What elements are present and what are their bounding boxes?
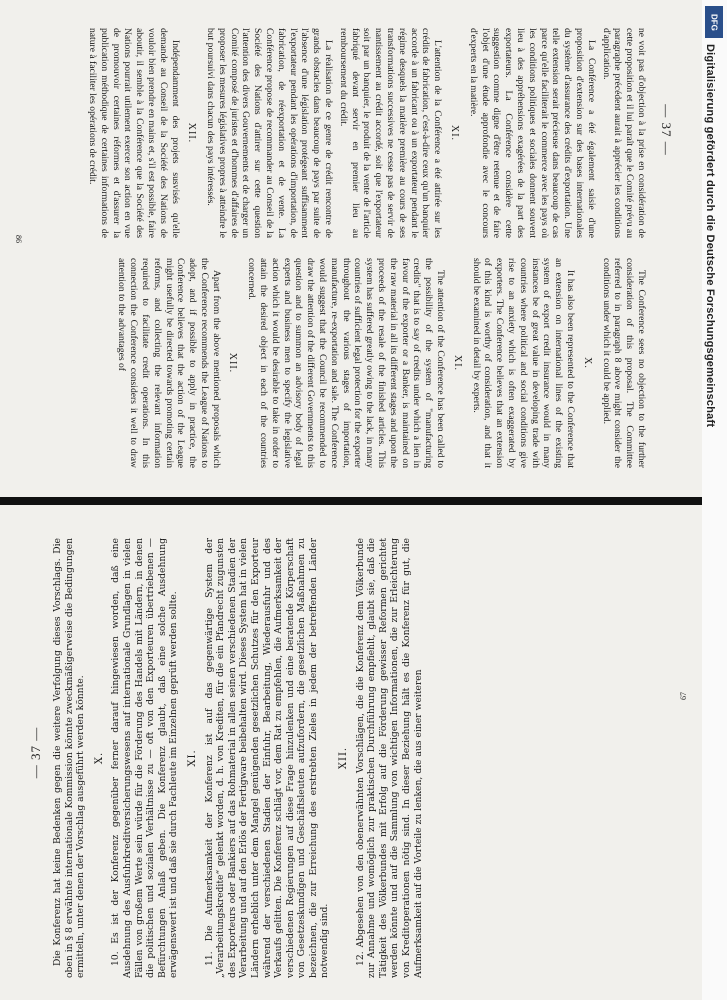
german-section-heading: XII. (338, 746, 350, 770)
digitization-credit-text: Digitalisierung gefördert durch die Deutsche Forschungsgemeinschaft (704, 44, 716, 428)
french-section-heading: XI. (449, 124, 461, 142)
english-section-heading: XII. (227, 352, 239, 374)
french-paragraph: L'attention de la Conférence a été attirée sur les crédits de fabrication, c'est-à-dire ceux qu'un banquier accorde à un fabricant ou à un exportateur pendant le régime desquels la matière première au cours de ses transformations successives ne cesse pas de servir de nantissement au crédit accordé, soit que l'exportateur soit par un banquier, le produit de la vente de l'article fabriqué devant servir en premier lieu au remboursement du crédit. (337, 28, 444, 238)
french-page-header: — 37 — (659, 104, 674, 156)
english-paragraph: Apart from the above mentioned proposals which the Conference recommends the League of Nations to adopt, and if possible to apply in practice, the Conference believes that the action of the League might usefully be directed towards promoting certain reforms, and collecting the relevant information required to facilitate credit operations. In this connection the Conference considers it well to draw attention to the advantages of (116, 258, 222, 468)
german-paragraph: 12. Abgesehen von den obenerwähnten Vorschlägen, die die Konferenz dem Völkerbunde zur Annahme und womöglich zur praktischen Durchführung empfiehlt, glaubt sie, daß die Tätigkeit des Völkerbundes mit Erfolg auf die Förderung gewisser Reformen gerichtet werden könnte und auf die Sammlung von wichtigen Informationen, die zur Erleichterung von Kreditoperationen nötig sind. In dieser Beziehung hält es die Konferenz für gut, die Aufmerksamkeit auf die Vorteile zu lenken, die aus einer weiteren (354, 538, 424, 978)
french-paragraph: Indépendamment des projets susvisés qu'elle demande au Conseil de la Société des Nations de vouloir bien prendre en mains et, s'il est possible, faire aboutir, il semble à la Conférence que la Société des Nations pourrait utilement exercer son action en vue de promouvoir certaines réformes et d'assurer la publication méthodique de certaines informations de nature à faciliter les opérations de crédit. (86, 28, 181, 238)
french-page-number: 86 (14, 235, 23, 243)
english-section-heading: XI. (451, 354, 463, 372)
german-section-heading: X. (93, 751, 105, 765)
digitization-credit-strip (702, 0, 727, 1000)
english-paragraph: It has also been represented to the Conference that an extension on international lines of the existing system of export credit insurance would in many instances be of great value in developing trade with countries where political and social conditions give rise to an anxiety which is often exaggerated by exporters. The Conference believes that an extension of this kind is worthy of consideration, and that it should be examined in detail by experts. (470, 258, 577, 468)
english-section-heading: X. (581, 357, 593, 369)
french-paragraph: La réalisation de ce genre de crédit rencontre de grands obstacles dans beaucoup de pays par suite de l'absence d'une législation protégeant suffisamment l'exportateur pendant les opérations d'importation, de fabrication, de réexportation et de vente. La Conférence propose de recommander au Conseil de la Société des Nations d'attirer sur cette question l'attention des divers Gouvernements et de charger un Comité composé de juristes et d'hommes d'affaires de proposer les mesures législatives propres à atteindre le but poursuivi dans chacun des pays intéressés. (205, 28, 335, 238)
english-paragraph: The Conference sees no objection to the further consideration of this proposal. The Committee referred to in paragraph 8 above might consider the conditions under which it could be applied. (600, 258, 647, 468)
english-paragraph: The attention of the Conference has been called to the possibility of the system of "manufacturing credits" that is to say of credits under which a lien in favour of the exporter or a Banker, is maintained on the raw material in all its different stages and upon the proceeds of the resale of the finished articles. This system has suffered greatly owing to the lack, in many countries of sufficient legal protection for the exporter throughout the various stages of importation, manufacture, re-exportation and sale. The Conference would suggest that the Council be recommended to draw the attention of the different Governments to this question and to summon an advisory body of legal experts and business men to specify the legislative action which it would be desirable to take in order to attain the desired object in each of the countries concerned. (246, 258, 447, 468)
french-paragraph: La Conférence a été également saisie d'une proposition d'extension sur des bases internationales du système d'assurance des crédits d'exportation. Une telle extension serait précieuse dans beaucoup de cas parce qu'elle faciliterait le commerce avec les pays où les conditions politiques et sociales donnent souvent lieu à des appréhensions exagérées de la part des exportateurs. La Conférence considère cette suggestion comme digne d'être retenue et de faire l'objet d'une étude approfondie avec le concours d'experts en la matière. (467, 28, 597, 238)
german-page (0, 505, 702, 1000)
german-page-number: 67 (679, 692, 688, 700)
german-section-heading: XI. (186, 749, 198, 767)
german-paragraph: 10. Es ist der Konferenz gegenüber ferner darauf hingewiesen worden, daß eine Ausdehnung des Ausfuhrkreditversicherungswesens auf internationale Grundlagen in vielen Fällen von großem Werte sein würde für die Förderung des Handels mit Ländern, in denen die politischen und sozialen Verhältnisse zu — oft von den Exporteuren übertriebenen — Befürchtungen Anlaß geben. Die Konferenz glaubt, daß eine solche Ausdehnung erwägenswert ist und daß sie durch Fachleute im Einzelnen geprüft werden sollte. (110, 538, 180, 978)
german-page-header: — 37 — (28, 726, 43, 779)
french-paragraph: ne voit pas d'objection à la prise en considération de cette proposition et il lui paraît que le Comité prévu au paragraphe précédent aurait à apprécier les conditions d'application. (600, 28, 647, 238)
german-paragraph: Die Konferenz hat keine Bedenken gegen die weitere Verfolgung dieses Vorschlags. Die oben in § 8 erwähnte internationale Kommission könnte zweckmäßigerweise die Bedingungen ermitteln, unter denen der Vorschlag ausgeführt werden könnte. (52, 538, 87, 978)
german-paragraph: 11. Die Aufmerksamkeit der Konferenz ist auf das gegenwärtige System der „Verarbeitungskredite“ gelenkt worden, d. h. von Krediten, für die ein Pfandrecht zugunsten des Exporteurs oder Bankiers auf das Rohmaterial in allen seinen verschiedenen Stadien der Verarbeitung und auf den Erlös der Fertigware beibehalten wird. Dieses System hat in vielen Ländern erheblich unter dem Mangel genügenden gesetzlichen Schutzes für den Exporteur während der verschiedenen Stadien der Einfuhr, Bearbeitung, Wiederausfuhr und des Verkaufs gelitten. Die Konferenz schlägt vor, dem Rat zu empfehlen, die Aufmerksamkeit der verschiedenen Regierungen auf diese Frage hinzulenken und eine beratende Körperschaft von Gesetzeskundigen und Geschäftsleuten aufzufordern, die gesetzlichen Maßnahmen zu bezeichnen, die zur Erreichung des erstrebten Zieles in jedem der betreffenden Länder notwendig sind. (203, 538, 331, 978)
french-section-heading: XII. (186, 122, 198, 144)
german-column (52, 538, 427, 978)
dfg-logo-icon: DFG (705, 6, 723, 38)
